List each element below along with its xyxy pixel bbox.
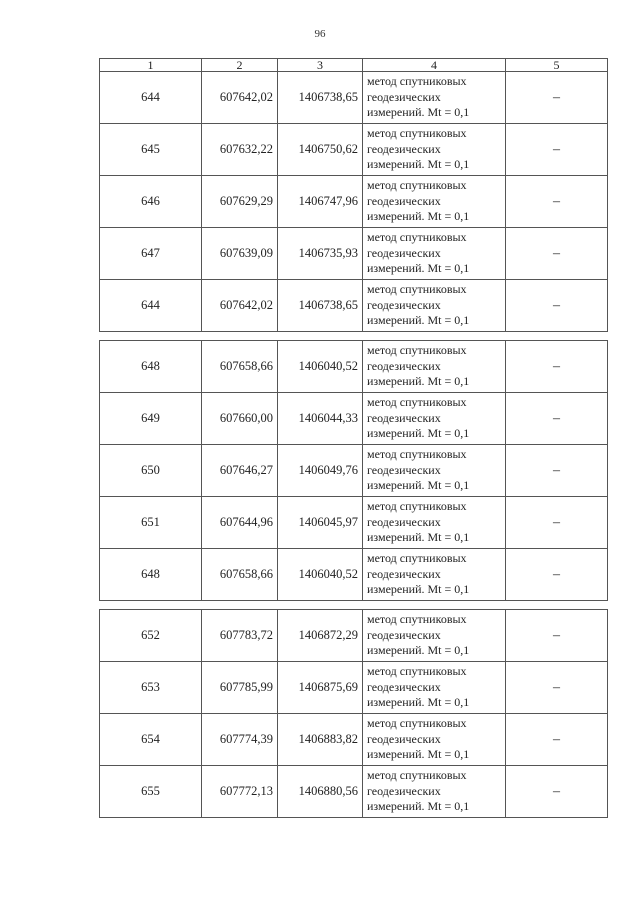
method-cell: [363, 176, 506, 228]
point-number-cell: 649: [100, 393, 202, 445]
y-coordinate-cell: 1406875,69: [278, 662, 363, 714]
method-line: геодезических: [367, 462, 441, 477]
method-cell: [363, 280, 506, 332]
column-5-cell: –: [506, 341, 608, 393]
x-coordinate-cell: 607646,27: [202, 445, 278, 497]
method-line: метод спутниковых: [367, 499, 467, 514]
x-coordinate-cell: 607642,02: [202, 72, 278, 124]
table-row: [100, 280, 608, 332]
y-coordinate-cell: 1406049,76: [278, 445, 363, 497]
column-5-cell: –: [506, 610, 608, 662]
method-line: метод спутниковых: [367, 716, 467, 731]
y-coordinate-cell: 1406880,56: [278, 766, 363, 818]
method-line: геодезических: [367, 566, 441, 581]
point-number-cell: 653: [100, 662, 202, 714]
method-line: метод спутниковых: [367, 126, 467, 141]
x-coordinate-cell: 607660,00: [202, 393, 278, 445]
point-number-cell: 645: [100, 124, 202, 176]
method-line: измерений. Mt = 0,1: [367, 799, 470, 814]
method-cell: [363, 662, 506, 714]
method-line: измерений. Mt = 0,1: [367, 426, 470, 441]
method-cell: [363, 72, 506, 124]
table-row: [100, 497, 608, 549]
point-number-cell: 648: [100, 549, 202, 601]
column-5-cell: –: [506, 72, 608, 124]
y-coordinate-cell: 1406738,65: [278, 72, 363, 124]
method-line: геодезических: [367, 627, 441, 642]
method-line: измерений. Mt = 0,1: [367, 695, 470, 710]
method-line: геодезических: [367, 358, 441, 373]
x-coordinate-cell: 607785,99: [202, 662, 278, 714]
group-separator: [100, 332, 608, 341]
table-row: [100, 341, 608, 393]
method-line: метод спутниковых: [367, 230, 467, 245]
method-line: геодезических: [367, 141, 441, 156]
y-coordinate-cell: 1406747,96: [278, 176, 363, 228]
x-coordinate-cell: 607772,13: [202, 766, 278, 818]
column-5-cell: –: [506, 280, 608, 332]
y-coordinate-cell: 1406045,97: [278, 497, 363, 549]
method-line: измерений. Mt = 0,1: [367, 157, 470, 172]
table-row: [100, 228, 608, 280]
method-cell: [363, 497, 506, 549]
column-5-cell: –: [506, 176, 608, 228]
y-coordinate-cell: 1406750,62: [278, 124, 363, 176]
method-cell: [363, 445, 506, 497]
method-line: измерений. Mt = 0,1: [367, 105, 470, 120]
x-coordinate-cell: 607632,22: [202, 124, 278, 176]
method-line: измерений. Mt = 0,1: [367, 747, 470, 762]
point-number-cell: 652: [100, 610, 202, 662]
x-coordinate-cell: 607629,29: [202, 176, 278, 228]
column-5-cell: –: [506, 445, 608, 497]
column-header-1: 1: [100, 59, 202, 72]
group-separator: [100, 601, 608, 610]
method-line: геодезических: [367, 514, 441, 529]
table-row: [100, 393, 608, 445]
point-number-cell: 647: [100, 228, 202, 280]
x-coordinate-cell: 607644,96: [202, 497, 278, 549]
x-coordinate-cell: 607658,66: [202, 549, 278, 601]
method-cell: [363, 228, 506, 280]
coordinates-table: [99, 58, 608, 818]
method-line: геодезических: [367, 731, 441, 746]
method-line: геодезических: [367, 193, 441, 208]
column-header-3: 3: [278, 59, 363, 72]
method-line: измерений. Mt = 0,1: [367, 478, 470, 493]
method-line: геодезических: [367, 783, 441, 798]
point-number-cell: 646: [100, 176, 202, 228]
method-cell: [363, 610, 506, 662]
table-row: [100, 445, 608, 497]
y-coordinate-cell: 1406735,93: [278, 228, 363, 280]
point-number-cell: 644: [100, 280, 202, 332]
method-line: измерений. Mt = 0,1: [367, 261, 470, 276]
x-coordinate-cell: 607774,39: [202, 714, 278, 766]
x-coordinate-cell: 607639,09: [202, 228, 278, 280]
method-line: метод спутниковых: [367, 395, 467, 410]
point-number-cell: 650: [100, 445, 202, 497]
y-coordinate-cell: 1406738,65: [278, 280, 363, 332]
table-row: [100, 662, 608, 714]
header-row: [100, 59, 608, 72]
method-line: измерений. Mt = 0,1: [367, 313, 470, 328]
method-line: метод спутниковых: [367, 178, 467, 193]
table-row: [100, 766, 608, 818]
method-line: метод спутниковых: [367, 551, 467, 566]
table-row: [100, 124, 608, 176]
method-line: геодезических: [367, 297, 441, 312]
column-5-cell: –: [506, 549, 608, 601]
method-line: геодезических: [367, 89, 441, 104]
y-coordinate-cell: 1406040,52: [278, 549, 363, 601]
column-5-cell: –: [506, 228, 608, 280]
method-cell: [363, 124, 506, 176]
method-line: геодезических: [367, 679, 441, 694]
column-header-2: 2: [202, 59, 278, 72]
x-coordinate-cell: 607658,66: [202, 341, 278, 393]
y-coordinate-cell: 1406872,29: [278, 610, 363, 662]
method-line: измерений. Mt = 0,1: [367, 643, 470, 658]
table-row: [100, 549, 608, 601]
point-number-cell: 654: [100, 714, 202, 766]
method-line: метод спутниковых: [367, 74, 467, 89]
method-line: метод спутниковых: [367, 282, 467, 297]
point-number-cell: 648: [100, 341, 202, 393]
method-line: измерений. Mt = 0,1: [367, 582, 470, 597]
table-row: [100, 610, 608, 662]
method-cell: [363, 766, 506, 818]
method-line: измерений. Mt = 0,1: [367, 530, 470, 545]
column-5-cell: –: [506, 766, 608, 818]
column-header-4: 4: [363, 59, 506, 72]
method-cell: [363, 341, 506, 393]
point-number-cell: 655: [100, 766, 202, 818]
column-5-cell: –: [506, 662, 608, 714]
y-coordinate-cell: 1406040,52: [278, 341, 363, 393]
column-header-5: 5: [506, 59, 608, 72]
method-line: геодезических: [367, 410, 441, 425]
x-coordinate-cell: 607642,02: [202, 280, 278, 332]
point-number-cell: 644: [100, 72, 202, 124]
method-cell: [363, 549, 506, 601]
y-coordinate-cell: 1406883,82: [278, 714, 363, 766]
table-row: [100, 714, 608, 766]
method-line: метод спутниковых: [367, 447, 467, 462]
y-coordinate-cell: 1406044,33: [278, 393, 363, 445]
method-cell: [363, 393, 506, 445]
method-line: метод спутниковых: [367, 343, 467, 358]
page-number: 96: [314, 28, 326, 40]
method-line: метод спутниковых: [367, 664, 467, 679]
column-5-cell: –: [506, 393, 608, 445]
table-row: [100, 176, 608, 228]
point-number-cell: 651: [100, 497, 202, 549]
column-5-cell: –: [506, 124, 608, 176]
column-5-cell: –: [506, 714, 608, 766]
method-line: измерений. Mt = 0,1: [367, 374, 470, 389]
method-line: геодезических: [367, 245, 441, 260]
column-5-cell: –: [506, 497, 608, 549]
method-line: метод спутниковых: [367, 612, 467, 627]
method-cell: [363, 714, 506, 766]
table-row: [100, 72, 608, 124]
x-coordinate-cell: 607783,72: [202, 610, 278, 662]
method-line: измерений. Mt = 0,1: [367, 209, 470, 224]
method-line: метод спутниковых: [367, 768, 467, 783]
